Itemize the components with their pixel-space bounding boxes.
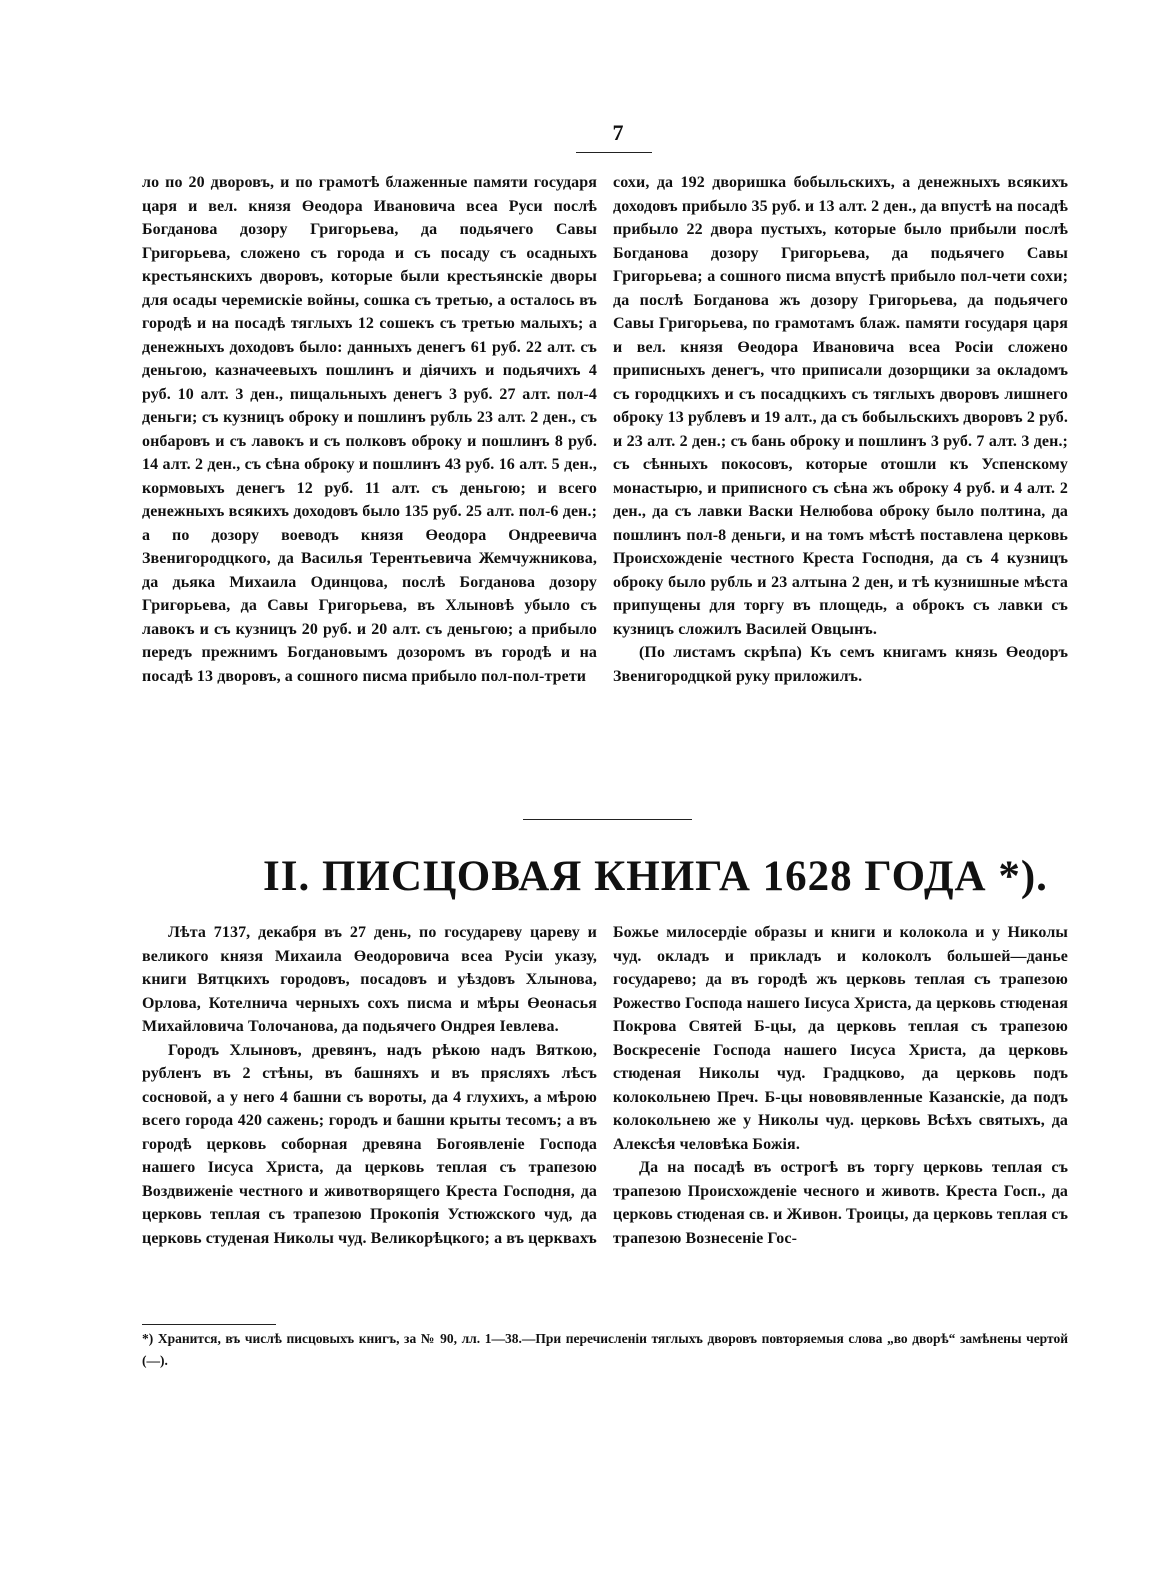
paragraph: Городъ Хлыновъ, древянъ, надъ рѣкою надъ Вяткою, рубленъ въ 2 стѣны, въ башняхъ и въ прясляхъ лѣсъ сосновой, а у него 4 башни съ вороты, да 4 глухихъ, а мѣрою всего города 420 сажень; городъ и башни крыты тесомъ; а въ городѣ церковь соборная древяна Богоявленіе Господа нашего Іисуса Христа, да церковь теплая съ трапезою Воздвиженіе честного и животворящего Креста Господня, да церковь теплая съ трапезою Прокопія Устюжского чуд, да церковь студеная Николы чуд. Великорѣцкого; а въ церквахъ xyxy=(142,1041,597,1247)
footnote: *) Хранится, въ числѣ писцовыхъ книгъ, за № 90, лл. 1—38.—При перечисленіи тяглыхъ дворовъ повторяемыя слова „во дворѣ“ замѣнены чертой (—). xyxy=(142,1331,1068,1368)
paragraph: Божье милосердіе образы и книги и колокола и у Николы чуд. окладъ и прикладъ и колоколъ большей—данье государево; да въ городѣ жъ церковь теплая съ трапезою Рожество Господа нашего Іисуса Христа, да церковь стюденая Покрова Святей Б-цы, да церковь теплая съ трапезою Воскресеніе Господа нашего Іисуса Христа, да церковь стюденая Николы чуд. Градцково, да церковь подъ колокольнею Преч. Б-цы нововявленные Казанскіе, да подъ колокольнею же у Николы чуд. церковь Всѣхъ святыхъ, да Алексѣя человѣка Божія. xyxy=(613,924,1068,1153)
paragraph: ло по 20 дворовъ, и по грамотѣ блаженные памяти государя царя и вел. князя Өеодора Ивановича всеа Руси послѣ Богданова дозору Григорьева, да подьячего Савы Григорьева, сложено съ города и съ посаду съ осадныхъ крестьянскихъ дворовъ, которые были крестьянскіе дворы для осады черемискіе войны, сошка съ третью, а осталось въ городѣ и на посадѣ тяглыхъ 12 сошекъ съ третью малыхъ; а денежныхъ доходовъ было: данныхъ денегъ 61 руб. 22 алт. съ деньгою, казначеевыхъ пошлинъ и діячихъ и подьячихъ 4 руб. 10 алт. 3 ден., пищальныхъ денегъ 3 руб. 27 алт. пол-4 деньги; съ кузницъ оброку и пошлинъ рубль 23 алт. 2 ден., съ онбаровъ и съ лавокъ и съ полковъ оброку и пошлинъ 8 руб. 14 алт. 2 ден., съ сѣна оброку и пошлинъ 43 руб. 16 алт. 5 ден., кормовыхъ денегъ 12 руб. 11 алт. съ деньгою; и всего денежныхъ всякихъ доходовъ было 135 руб. 25 алт. пол-6 ден.; а по дозору воеводъ князя Өеодора Ондреевича Звенигородцкого, да Василья Терентьевича Жемчужникова, да дьяка Михаила Одинцова, послѣ Богданова дозору Григорьева, да Савы Григорьева, въ Хлыновѣ убыло съ лавокъ и съ кузницъ 20 руб. и 20 алт. съ деньгою; а прибыло передъ прежнимъ Богдановымъ дозоромъ въ городѣ и на посадѣ 13 дворовъ, а сошного писма прибыло пол-пол-трети xyxy=(142,174,597,685)
bottom-left-column xyxy=(142,921,597,1250)
top-left-column xyxy=(142,171,597,688)
section-title: II. ПИСЦОВАЯ КНИГА 1628 ГОДА *). xyxy=(263,853,1048,900)
header-rule xyxy=(576,152,652,153)
section-divider xyxy=(523,819,692,820)
paragraph: Да на посадѣ въ острогѣ въ торгу церковь теплая съ трапезою Происхожденіе чесного и животв. Креста Госп., да церковь стюденая св. и Живон. Троицы, да церковь теплая съ трапезою Вознесеніе Гос- xyxy=(613,1159,1068,1247)
paragraph: сохи, да 192 дворишка бобыльскихъ, а денежныхъ всякихъ доходовъ прибыло 35 руб. и 13 алт. 2 ден., да впустѣ на посадѣ прибыло 22 двора пустыхъ, которые было прибыли послѣ Богданова дозору Григорьева, да подьячего Савы Григорьева; а сошного писма впустѣ прибыло пол-чети сохи; да послѣ Богданова жъ дозору Григорьева, да подьячего Савы Григорьева, по грамотамъ блаж. памяти государя царя и вел. князя Өеодора Ивановича всеа Росіи сложено приписныхъ денегъ, что приписали дозорщики за окладомъ съ городцкихъ и съ посадцкихъ съ тяглыхъ дворовъ лишнего оброку 13 рублевъ и 19 алт., да съ бобыльскихъ дворовъ 2 руб. и 23 алт. 2 ден.; съ бань оброку и пошлинъ 3 руб. 7 алт. 3 ден.; съ сѣнныхъ покосовъ, которые отошли къ Успенскому монастырю, и приписного съ сѣна жъ оброку 4 руб. и 4 алт. 2 ден., да съ лавки Васки Нелюбова оброку было полтина, да пошлинъ пол-8 деньги, и на томъ мѣстѣ поставлена церковь Происхожденіе честного Креста Господня, да съ 4 кузницъ оброку было рубль и 23 алтына 2 ден, и тѣ кузнишные мѣста припущены для торгу въ площедь, а оброкъ съ лавки съ кузницъ сложилъ Василей Овцынъ. xyxy=(613,174,1068,638)
page-number: 7 xyxy=(612,120,624,145)
top-right-column xyxy=(613,171,1068,688)
paragraph: Лѣта 7137, декабря въ 27 день, по государеву цареву и великого князя Михаила Өеодоровича всеа Русіи указу, книги Вятцкихъ городовъ, посадовъ и уѣздовъ Хлынова, Орлова, Котелнича черныхъ сохъ писма и мѣры Өеонасья Михайловича Толочанова, да подьячего Ондрея Іевлева. xyxy=(142,924,597,1035)
footnote-rule xyxy=(142,1324,276,1325)
paragraph: (По листамъ скрѣпа) Къ семъ книгамъ князь Өеодоръ Звенигородцкой руку приложилъ. xyxy=(613,644,1068,685)
bottom-right-column xyxy=(613,921,1068,1250)
